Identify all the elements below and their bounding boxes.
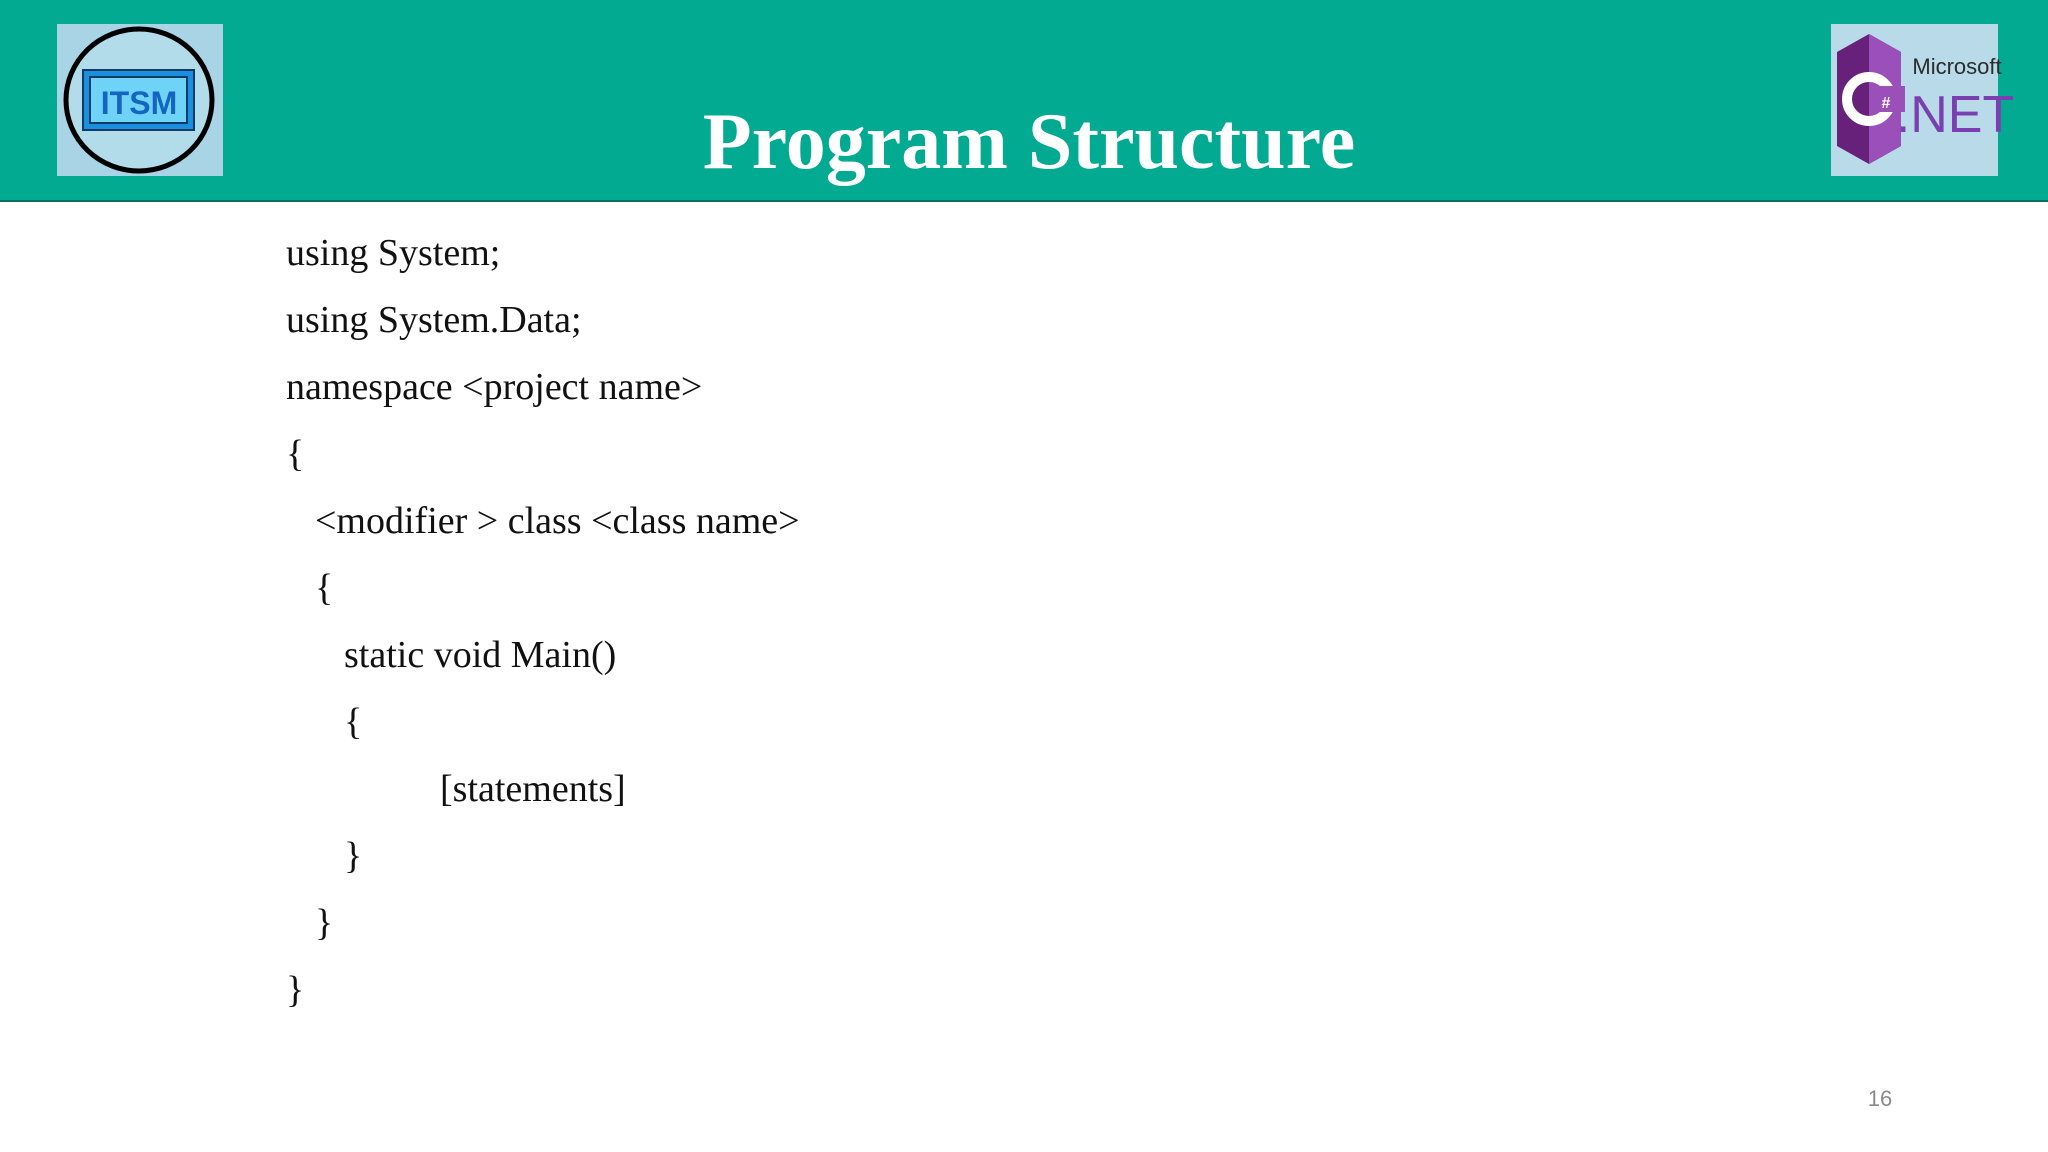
code-line: } (315, 902, 334, 944)
header-bar (0, 0, 2048, 202)
svg-text:Microsoft: Microsoft (1912, 54, 2002, 79)
svg-text:#: # (1881, 95, 1891, 112)
code-line: namespace <project name> (286, 366, 703, 408)
svg-text:ITSM: ITSM (100, 85, 178, 121)
code-line: { (315, 567, 334, 609)
code-line: using System; (286, 232, 501, 274)
code-line: [statements] (440, 768, 626, 810)
code-line: using System.Data; (286, 299, 582, 341)
svg-text:.NET: .NET (1895, 86, 2015, 144)
code-line: } (344, 835, 363, 877)
code-line: { (344, 701, 363, 743)
code-line: <modifier > class <class name> (315, 500, 800, 542)
page-number: 16 (1867, 1086, 1893, 1111)
csharp-dotnet-logo-icon (1831, 24, 2015, 176)
code-line: { (286, 433, 305, 475)
code-line: } (286, 969, 305, 1011)
slide-title: Program Structure (702, 98, 1356, 186)
code-line: static void Main() (344, 634, 617, 676)
